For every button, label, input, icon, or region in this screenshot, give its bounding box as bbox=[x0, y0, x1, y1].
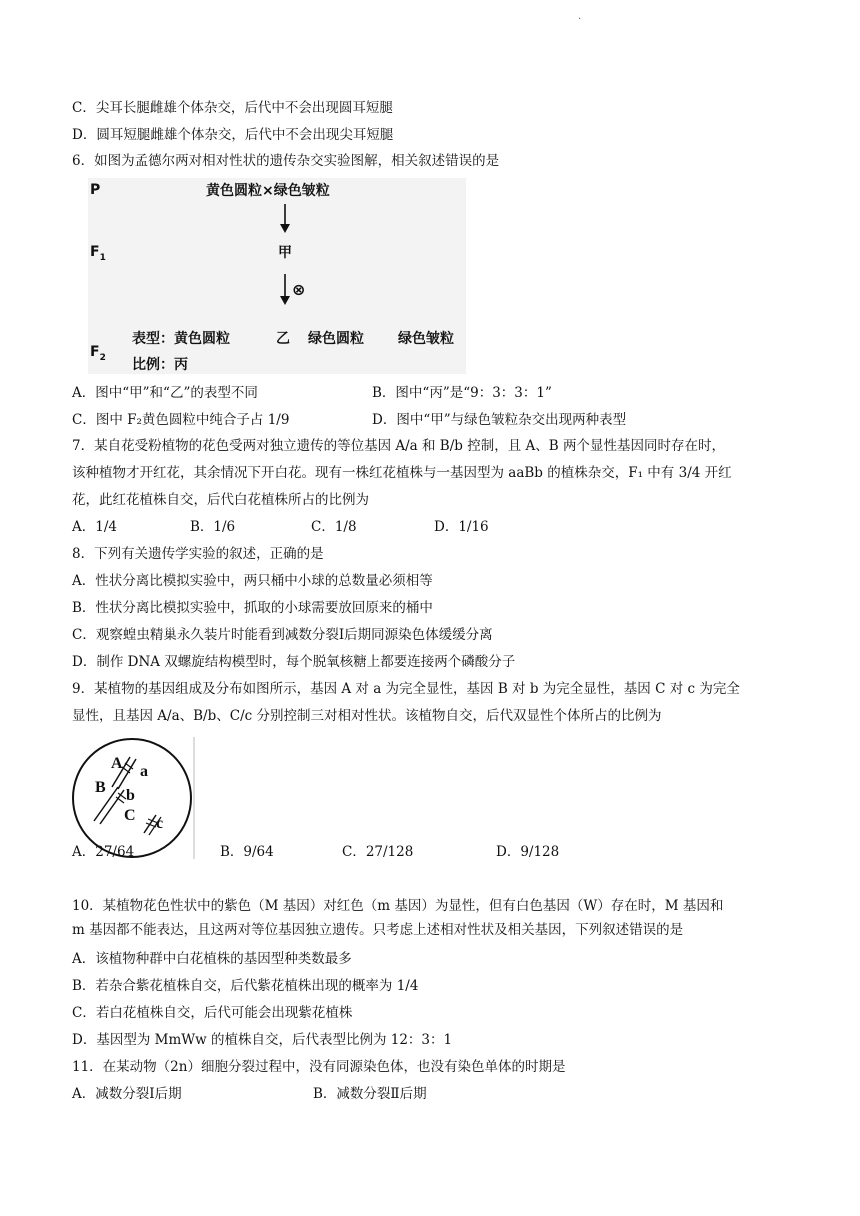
q9-option-c: C．27/128 bbox=[342, 844, 414, 860]
q8-option-a: A．性状分离比模拟实验中，两只桶中小球的总数量必须相等 bbox=[72, 573, 433, 589]
f2-label: $F_2$ bbox=[90, 344, 106, 363]
q10-line-1: 10．某植物花色性状中的紫色（M 基因）对红色（m 基因）为显性，但有白色基因（W）存在时，M 基因和 bbox=[72, 898, 724, 914]
q7-option-d: D．1/16 bbox=[434, 519, 489, 535]
q6-option-b: B．图中“丙”是“9：3：3：1” bbox=[372, 385, 552, 401]
page-mark: · bbox=[578, 14, 582, 25]
p-generation-label: P bbox=[90, 182, 101, 198]
q6-option-d: D．图中“甲”与绿色皱粒杂交出现两种表型 bbox=[372, 412, 627, 428]
q10-option-a: A．该植物种群中白花植株的基因型种类数最多 bbox=[72, 951, 352, 967]
q10-option-b: B．若杂合紫花植株自交，后代紫花植株出现的概率为 1/4 bbox=[72, 978, 419, 994]
q10-option-c: C．若白花植株自交，后代可能会出现紫花植株 bbox=[72, 1005, 353, 1021]
q11-option-a: A．减数分裂Ⅰ后期 bbox=[72, 1086, 182, 1102]
q10-line-2: m 基因都不能表达，且这两对等位基因独立遗传。只考虑上述相对性状及相关基因，下列叙述错误的是 bbox=[72, 922, 684, 938]
q10-option-d: D．基因型为 MmWw 的植株自交，后代表型比例为 12：3：1 bbox=[72, 1032, 453, 1048]
q11-option-b: B．减数分裂Ⅱ后期 bbox=[313, 1086, 427, 1102]
gene-b-label: b bbox=[126, 787, 135, 804]
q8-option-b: B．性状分离比模拟实验中，抓取的小球需要放回原来的桶中 bbox=[72, 600, 433, 616]
f2-green-wrinkled: 绿色皱粒 bbox=[398, 331, 454, 347]
q6-option-a: A．图中“甲”和“乙”的表型不同 bbox=[72, 385, 258, 401]
q9-option-b: B．9/64 bbox=[220, 844, 274, 860]
f1-jia: 甲 bbox=[278, 245, 292, 261]
gene-B-label: B bbox=[95, 779, 106, 796]
arrow-down-icon bbox=[278, 204, 292, 234]
q9-line-1: 9．某植物的基因组成及分布如图所示，基因 A 对 a 为完全显性，基因 B 对 b 为完全显性，基因 C 对 c 为完全 bbox=[72, 681, 740, 697]
arrow-down-icon bbox=[278, 274, 292, 306]
q8-stem: 8．下列有关遗传学实验的叙述，正确的是 bbox=[72, 546, 324, 562]
f2-phenotype-label: 表型：黄色圆粒 bbox=[132, 331, 230, 347]
q7-option-a: A．1/4 bbox=[72, 519, 117, 535]
q5-option-d: D．圆耳短腿雌雄个体杂交，后代中不会出现尖耳短腿 bbox=[72, 127, 394, 143]
q5-option-c: C．尖耳长腿雌雄个体杂交，后代中不会出现圆耳短腿 bbox=[72, 100, 393, 116]
q7-line-1: 7．某自花受粉植物的花色受两对独立遗传的等位基因 A/a 和 B/b 控制，且 A、B 两个显性基因同时存在时， bbox=[72, 438, 725, 454]
self-cross-icon: ⊗ bbox=[292, 280, 306, 299]
parent-cross: 黄色圆粒×绿色皱粒 bbox=[206, 183, 330, 199]
q7-option-b: B．1/6 bbox=[190, 519, 236, 535]
q8-option-d: D．制作 DNA 双螺旋结构模型时，每个脱氧核糖上都要连接两个磷酸分子 bbox=[72, 654, 516, 670]
q9-option-d: D．9/128 bbox=[496, 844, 560, 860]
f2-green-round: 绿色圆粒 bbox=[308, 331, 364, 347]
q6-option-c: C．图中 F₂黄色圆粒中纯合子占 1/9 bbox=[72, 412, 290, 428]
q9-line-2: 显性，且基因 A/a、B/b、C/c 分别控制三对相对性状。该植物自交，后代双显性个体所占的比例为 bbox=[72, 708, 662, 724]
gene-a-label: a bbox=[140, 763, 148, 780]
f2-yi: 乙 bbox=[276, 331, 290, 347]
q11-stem: 11．在某动物（2n）细胞分裂过程中，没有同源染色体，也没有染色单体的时期是 bbox=[72, 1059, 566, 1075]
f1-label: $F_1$ bbox=[90, 244, 106, 263]
q9-option-a: A．27/64 bbox=[72, 844, 135, 860]
q7-line-3: 花，此红花植株自交，后代白花植株所占的比例为 bbox=[72, 492, 369, 508]
q6-stem: 6．如图为孟德尔两对相对性状的遗传杂交实验图解，相关叙述错误的是 bbox=[72, 153, 500, 169]
gene-C-label: C bbox=[124, 807, 136, 824]
gene-c-label: c bbox=[156, 815, 164, 832]
gene-A-label: A bbox=[111, 755, 123, 772]
mendel-cross-diagram bbox=[88, 178, 466, 374]
q7-line-2: 该种植物才开红花，其余情况下开白花。现有一株红花植株与一基因型为 aaBb 的植株杂交，F₁ 中有 3/4 开红 bbox=[72, 465, 732, 481]
q8-option-c: C．观察蝗虫精巢永久装片时能看到减数分裂Ⅰ后期同源染色体缓缓分离 bbox=[72, 627, 493, 643]
f2-ratio-label: 比例：丙 bbox=[132, 357, 188, 373]
q7-option-c: C．1/8 bbox=[311, 519, 357, 535]
